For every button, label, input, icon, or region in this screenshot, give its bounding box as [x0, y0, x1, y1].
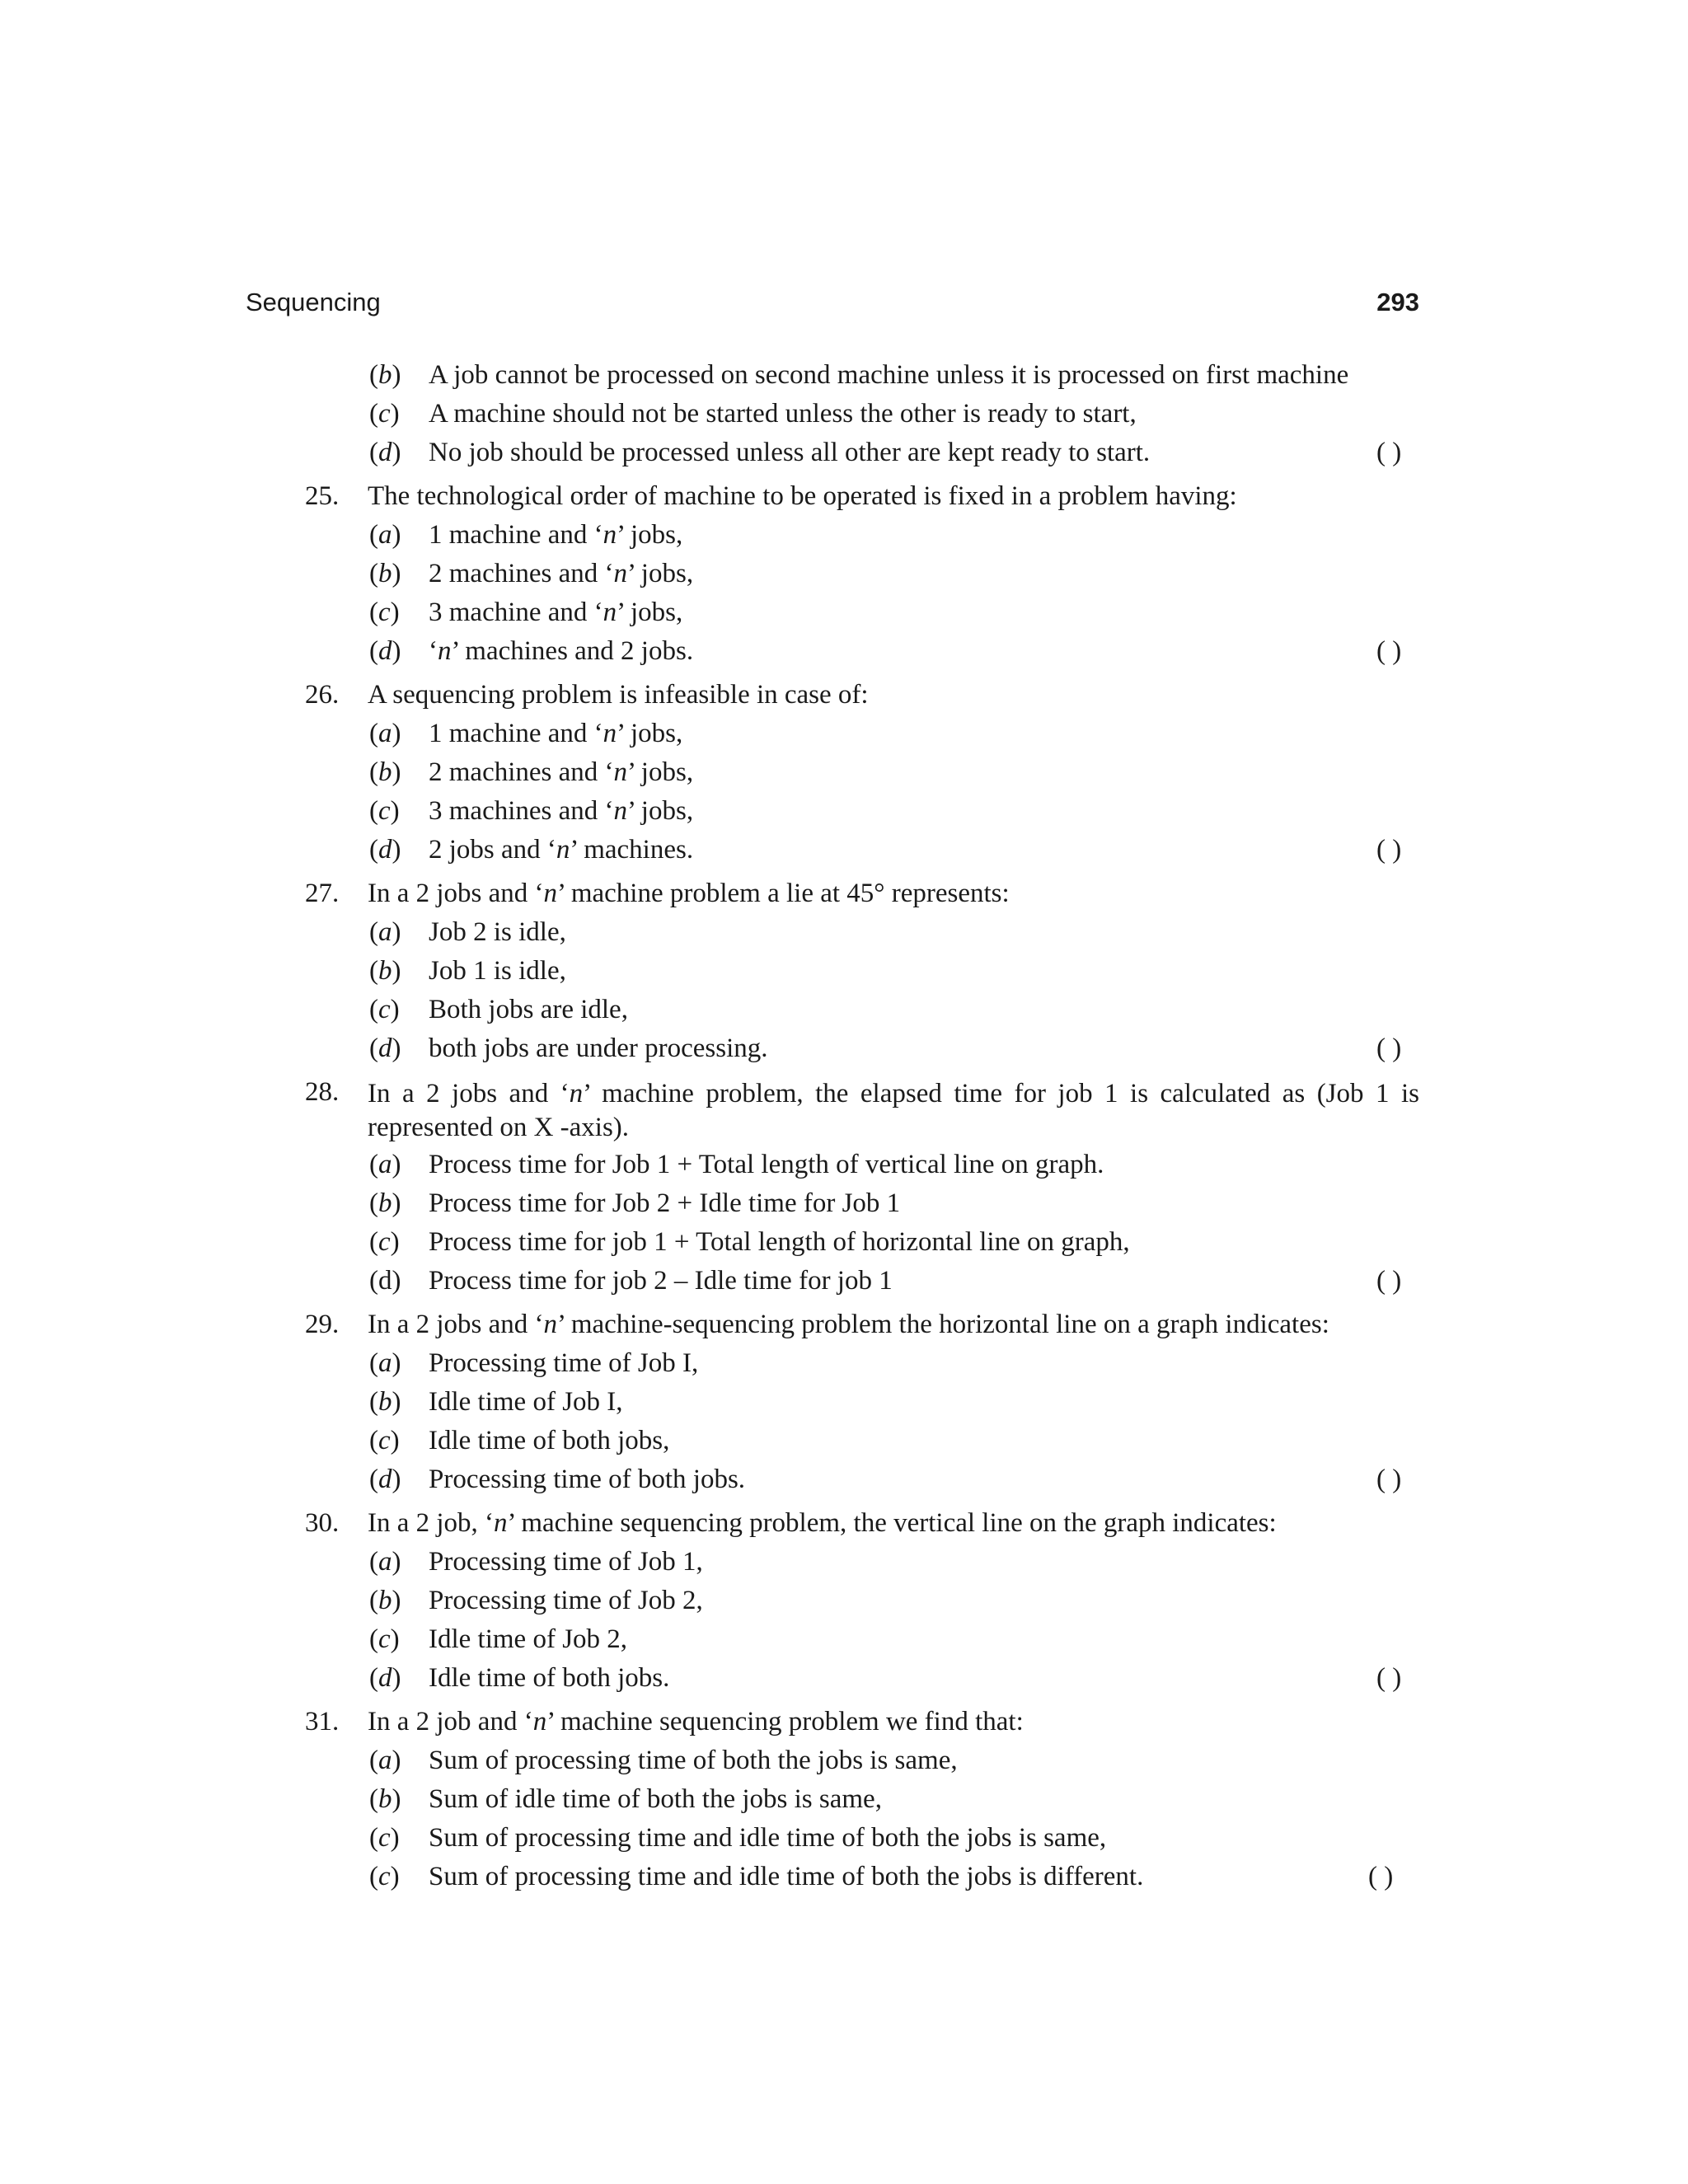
question-text: In a 2 jobs and ‘n’ machine problem, the elapsed time for job 1 is calculated as (Job 1 is represented on X -axis).: [368, 1079, 1419, 1142]
answer-bracket: ( ): [1368, 1862, 1394, 1891]
page-number: 293: [1376, 288, 1419, 316]
option-letter: d: [378, 438, 392, 467]
running-header-title: Sequencing: [246, 288, 381, 316]
answer-bracket: ( ): [1376, 1663, 1402, 1693]
question-text: In a 2 job and ‘n’ machine sequencing problem we find that:: [368, 1707, 1024, 1736]
question-number: 27.: [305, 879, 340, 908]
question-number: 31.: [305, 1707, 340, 1736]
answer-bracket: ( ): [1376, 1033, 1402, 1063]
question-number: 26.: [305, 680, 340, 710]
question-number: 25.: [305, 481, 340, 511]
option-letter: c: [378, 399, 391, 429]
question-number: 28.: [305, 1077, 340, 1107]
question-text: In a 2 jobs and ‘n’ machine problem a lie at 45° represents:: [368, 879, 1010, 908]
answer-bracket: ( ): [1376, 1465, 1402, 1494]
question-number: 29.: [305, 1310, 340, 1339]
answer-bracket: ( ): [1376, 438, 1402, 467]
answer-bracket: ( ): [1376, 1266, 1402, 1296]
textbook-page: Sequencing 293 (b) A job cannot be processed on second machine unless it is processed on first machine (c) A machine should not be started unless the other is ready to start, (d) No job should be processed unless all other are kept ready to start. ( ) 25. The technological order of machine to be operated is fixed in a problem having: (a) 1 machine and ‘n’ jobs, (b) 2 machines and ‘n’ jobs, (c) 3 machine and ‘n’ jobs, (d) ‘n’ machines and 2 jobs. ( ) 26. A sequencing problem is infeasible in case of: (a) 1 machine and ‘n’ jobs, (b) 2 machines and ‘n’ jobs, (c) 3 machines and ‘n’ jobs, (d) 2 jobs and ‘n’ machines. ( ) 27. In a 2 jobs and ‘n’ machine problem a lie at 45° represents: (a) Job 2 is idle, (b) Job 1 is idle, (c) Both jobs are idle, (d) both jobs are under processing. ( ) 28. In a 2 jobs and ‘n’ machine problem, the elapsed time for job 1 is calculated as (Job 1 is represented on X -axis). (a) Process time for Job 1 + Total length of vertical line on graph. (b) Process time for Job 2 + Idle time for Job 1 (c) Process time for job 1 + Total length of horizontal line on graph, (d) Process time for job 2 – Idle time for job 1 ( ) 29. In a 2 jobs and ‘n’ machine-sequencing problem the horizontal line on a graph indicates: (a) Processing time of Job I, (b) Idle time of Job I, (c) Idle time of both jobs, (d) Processing time of both jobs. ( ) 30. In a 2 job, ‘n’ machine sequencing problem, the vertical line on the graph indicates: (a) Processing time of Job 1, (b) Processing time of Job 2, (c) Idle time of Job 2, (d) Idle time of both jobs. ( ) 31. In a 2 job and ‘n’ machine sequencing problem we find that: (a) Sum of processing time of both the jobs is same, (b) Sum of idle time of both the jobs is same, (c) Sum of processing time and idle time of both the jobs is same, (c) Sum of processing time and idle time of both the jobs is different. ( ): [246, 288, 1419, 1891]
option-letter: b: [378, 360, 392, 390]
option-text: A job cannot be processed on second machine unless it is processed on first machine: [429, 360, 1349, 390]
question-number: 30.: [305, 1508, 340, 1538]
option-text: No job should be processed unless all other are kept ready to start.: [429, 438, 1151, 467]
answer-bracket: ( ): [1376, 636, 1402, 666]
question-text: The technological order of machine to be operated is fixed in a problem having:: [368, 481, 1237, 511]
question-text: A sequencing problem is infeasible in case of:: [368, 680, 869, 710]
question-text: In a 2 job, ‘n’ machine sequencing problem, the vertical line on the graph indicates:: [368, 1508, 1277, 1538]
question-text: In a 2 jobs and ‘n’ machine-sequencing problem the horizontal line on a graph indicates:: [368, 1310, 1329, 1339]
option-text: A machine should not be started unless the other is ready to start,: [429, 399, 1137, 429]
answer-bracket: ( ): [1376, 835, 1402, 865]
